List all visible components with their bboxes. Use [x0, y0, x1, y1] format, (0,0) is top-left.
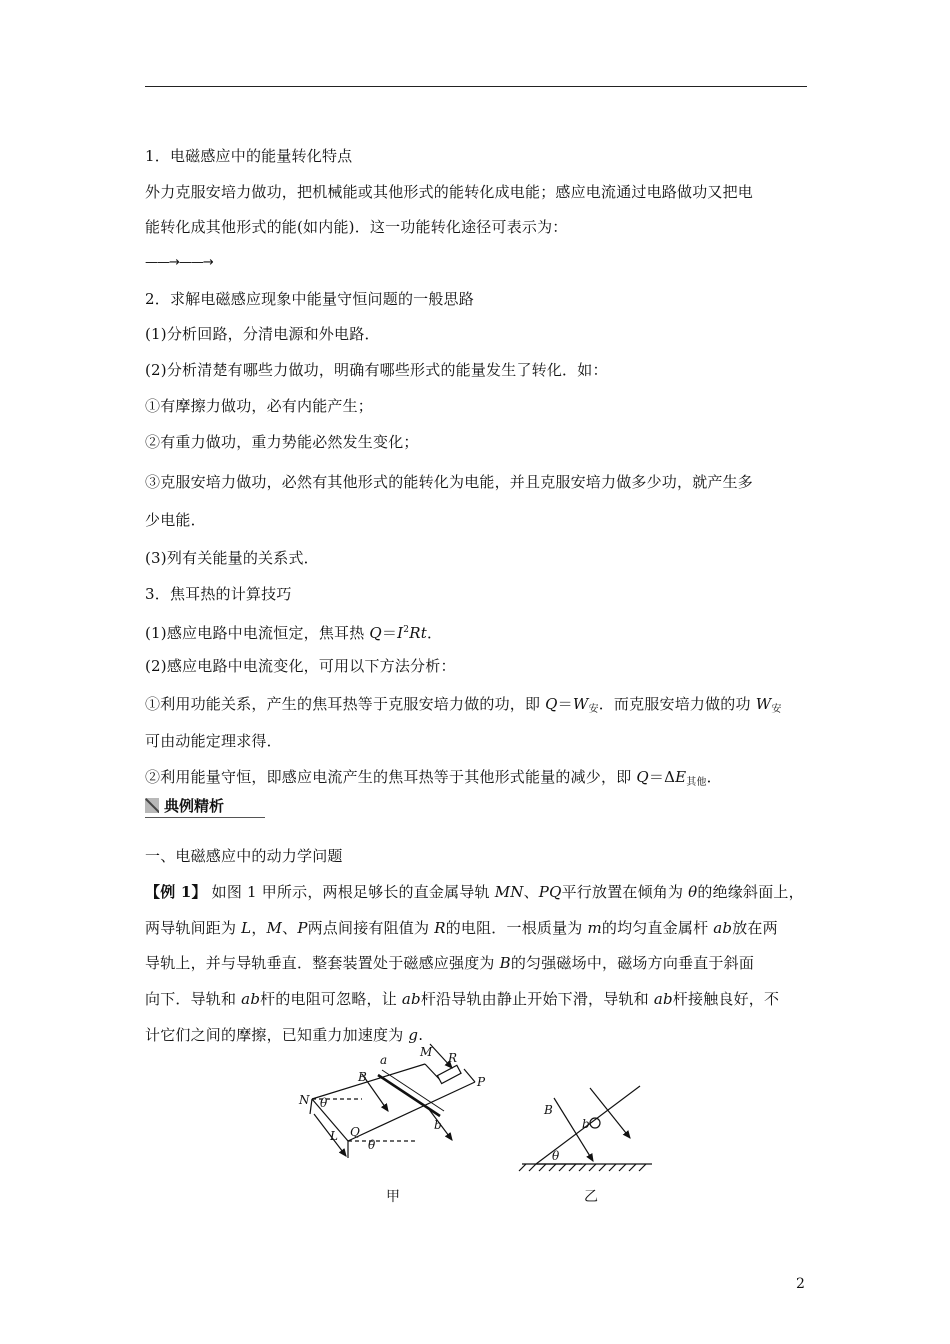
s2-item2: (2)分析清楚有哪些力做功，明确有哪些形式的能量发生了转化．如： — [145, 361, 608, 379]
example-line2: 两导轨间距为 L，M、P两点间接有阻值为 R的电阻．一根质量为 m的均匀直金属杆 ab放在两 — [145, 919, 778, 937]
fig-label-R: R — [448, 1051, 458, 1065]
example-line4: 向下．导轨和 ab杆的电阻可忽略，让 ab杆沿导轨由静止开始下滑，导轨和 ab杆接触良好，不 — [145, 990, 780, 1008]
caption-jia: 甲 — [386, 1189, 400, 1205]
s3-circ1-line1: ①利用功能关系，产生的焦耳热等于克服安培力做的功，即 $Q=W_安$．而克服安培力做的功 $W_安$ — [145, 695, 782, 715]
s3-circ2: ②利用能量守恒，即感应电流产生的焦耳热等于其他形式能量的减少，即 $Q=\Delta E_{其他}$． — [145, 768, 722, 788]
figure-1 — [290, 1036, 670, 1210]
s2-circ3-line2: 少电能． — [145, 511, 206, 529]
fig-label-B: B — [358, 1070, 367, 1084]
s3-item2: (2)感应电路中电流变化，可用以下方法分析： — [145, 657, 456, 675]
s2-item1: (1)分析回路，分清电源和外电路． — [145, 325, 380, 343]
fig-label-L: L — [330, 1129, 338, 1143]
example-line5: 计它们之间的摩擦，已知重力加速度为 g. — [145, 1026, 424, 1044]
part-heading: 一、电磁感应中的动力学问题 — [145, 847, 343, 865]
fig2-label-b: b — [582, 1117, 590, 1131]
section-label: 典例精析 — [164, 797, 225, 815]
s1-para-line1: 外力克服安培力做功，把机械能或其他形式的能转化成电能；感应电流通过电路做功又把电 — [145, 183, 754, 201]
fig-label-N: N — [299, 1093, 310, 1107]
section-header — [145, 796, 265, 818]
fig-label-b: b — [434, 1118, 442, 1132]
section-marker-icon — [145, 798, 159, 813]
fig-label-theta: θ — [320, 1096, 328, 1110]
s3-item1: (1)感应电路中电流恒定，焦耳热 $Q=I^2Rt$． — [145, 624, 443, 642]
s2-circ1: ①有摩擦力做功，必有内能产生； — [145, 397, 374, 415]
s3-title: 3．焦耳热的计算技巧 — [145, 585, 292, 603]
header-rule — [145, 86, 807, 87]
s2-title: 2．求解电磁感应现象中能量守恒问题的一般思路 — [145, 290, 474, 308]
page-number: 2 — [796, 1276, 805, 1292]
section-underline — [145, 817, 265, 818]
s2-circ2: ②有重力做功，重力势能必然发生变化； — [145, 433, 419, 451]
example-line3: 导轨上，并与导轨垂直．整套装置处于磁感应强度为 B的匀强磁场中，磁场方向垂直于斜面 — [145, 954, 755, 972]
s2-circ3-line1: ③克服安培力做功，必然有其他形式的能转化为电能，并且克服安培力做多少功，就产生多 — [145, 473, 754, 491]
s1-para-line2: 能转化成其他形式的能(如内能)．这一功能转化途径可表示为： — [145, 218, 568, 236]
caption-yi: 乙 — [584, 1189, 598, 1205]
fig-label-theta2: θ — [368, 1138, 376, 1152]
s3-circ1-line2: 可由动能定理求得． — [145, 732, 282, 750]
example-line1: 【例 1】 如图 1 甲所示，两根足够长的直金属导轨 MN、PQ平行放置在倾角为 θ的绝缘斜面上， — [145, 883, 804, 901]
energy-path-arrows: ——→——→ — [145, 255, 213, 270]
s2-item3: (3)列有关能量的关系式． — [145, 549, 319, 567]
fig-label-Q: Q — [350, 1125, 360, 1139]
fig-label-M: M — [420, 1045, 433, 1059]
example-tag: 【例 1】 — [145, 883, 207, 901]
fig-label-a: a — [380, 1053, 388, 1067]
s1-title: 1．电磁感应中的能量转化特点 — [145, 147, 353, 165]
fig2-label-B: B — [544, 1103, 553, 1117]
fig-label-P: P — [477, 1075, 486, 1089]
fig2-label-theta: θ — [552, 1149, 560, 1163]
figure-drawing — [290, 1036, 670, 1206]
